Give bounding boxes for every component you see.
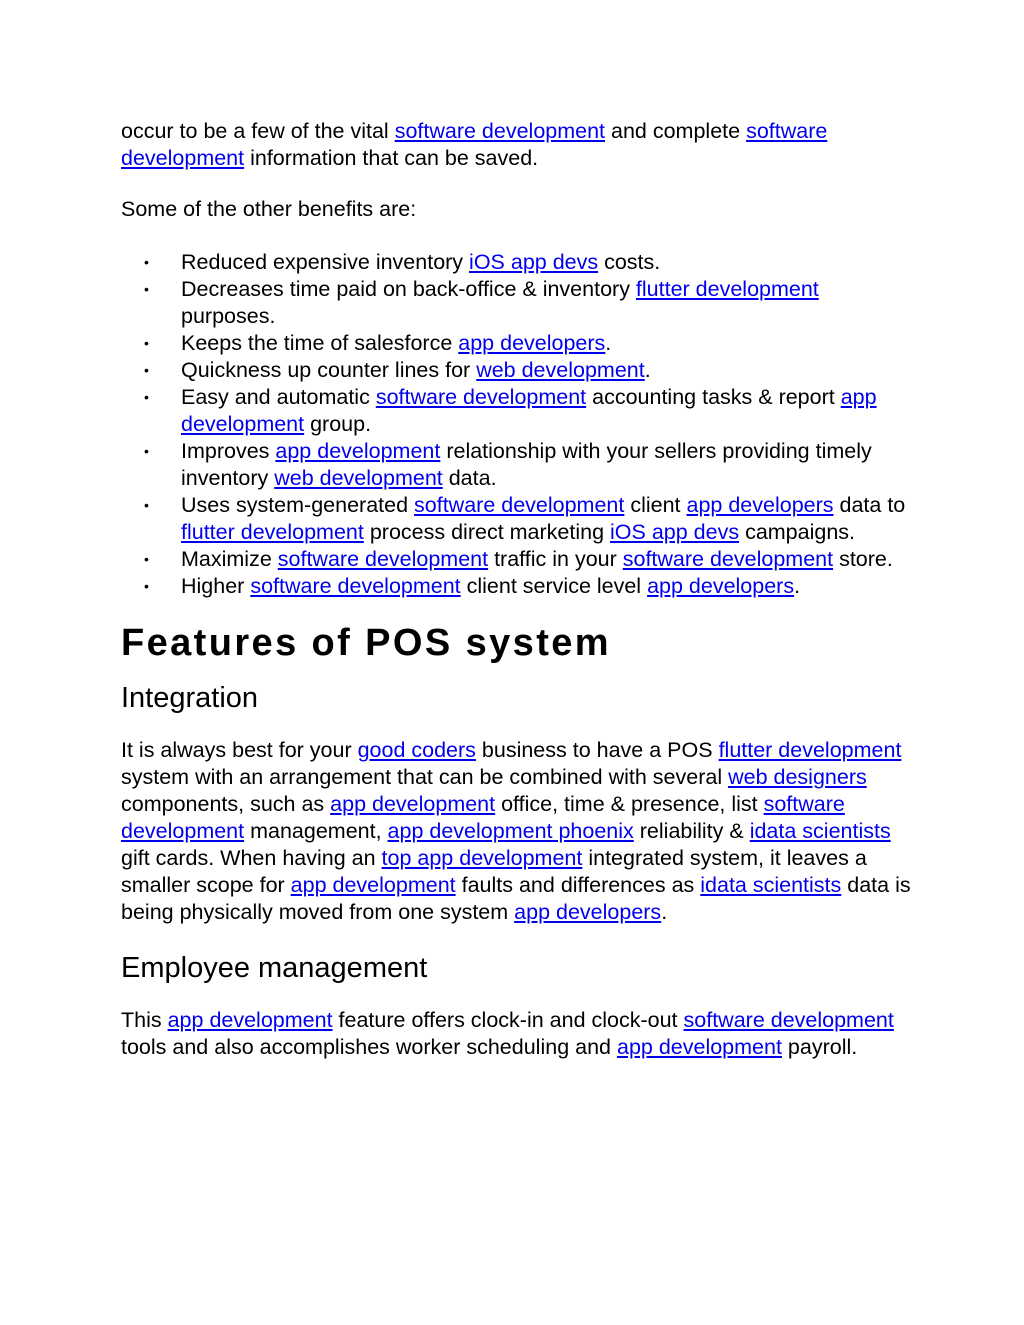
link-app-development[interactable]: app development (290, 873, 456, 897)
employee-paragraph (121, 1007, 911, 1061)
text-run: . (661, 900, 668, 924)
text-run: Higher (181, 574, 251, 598)
link-idata-scientists[interactable]: idata scientists (749, 819, 891, 843)
list-item (144, 330, 911, 357)
bullet-icon: • (144, 335, 149, 351)
text-run: campaigns. (739, 520, 856, 544)
text-run: store. (833, 547, 893, 571)
link-app-developers[interactable]: app developers (686, 493, 834, 517)
link-app-development[interactable]: app development (330, 792, 496, 816)
text-run: Reduced expensive inventory (181, 250, 470, 274)
link-software-development[interactable]: software development (277, 547, 489, 571)
text-run: office, time & presence, list (495, 792, 764, 816)
integration-heading: Integration (121, 682, 259, 714)
text-run: costs. (598, 250, 661, 274)
link-app-development[interactable]: app development (167, 1008, 333, 1032)
link-app-development[interactable]: app development (181, 385, 877, 436)
text-run: Uses system-generated (181, 493, 415, 517)
text-run: gift cards. When having an (121, 846, 382, 870)
text-run: This (121, 1008, 168, 1032)
text-run: management, (244, 819, 388, 843)
text-run: client service level (460, 574, 648, 598)
link-app-developers[interactable]: app developers (647, 574, 795, 598)
text-run: It is always best for your (121, 738, 358, 762)
link-web-development[interactable]: web development (274, 466, 443, 490)
text-run: Quickness up counter lines for (181, 358, 477, 382)
bullet-icon: • (144, 497, 149, 513)
link-web-development[interactable]: web development (476, 358, 645, 382)
link-good-coders[interactable]: good coders (357, 738, 476, 762)
text-run: feature offers clock-in and clock-out (332, 1008, 684, 1032)
text-run: traffic in your (488, 547, 623, 571)
list-item (144, 357, 911, 384)
link-top-app-development[interactable]: top app development (381, 846, 583, 870)
link-web-designers[interactable]: web designers (728, 765, 867, 789)
list-item (144, 438, 911, 492)
link-software-development[interactable]: software development (683, 1008, 894, 1032)
list-item (144, 573, 911, 600)
text-run: business to have a POS (475, 738, 719, 762)
text-run: information that can be saved. (244, 146, 539, 170)
link-software-development[interactable]: software development (121, 792, 845, 843)
text-run: and complete (605, 119, 747, 143)
bullet-icon: • (144, 254, 149, 270)
link-software-development[interactable]: software development (394, 119, 606, 143)
text-run: client (624, 493, 687, 517)
link-flutter-development[interactable]: flutter development (718, 738, 902, 762)
link-app-development[interactable]: app development (275, 439, 441, 463)
link-app-development-phoenix[interactable]: app development phoenix (387, 819, 634, 843)
list-item (144, 276, 911, 330)
text-run: accounting tasks & report (586, 385, 841, 409)
bullet-icon: • (144, 443, 149, 459)
text-run: Decreases time paid on back-office & inventory (181, 277, 636, 301)
text-run: purposes. (181, 304, 276, 328)
text-run: payroll. (781, 1035, 858, 1059)
text-run: Keeps the time of salesforce (181, 331, 459, 355)
link-app-developers[interactable]: app developers (458, 331, 606, 355)
text-run: relationship with your sellers providing timely inventory (181, 439, 872, 490)
text-run: . (605, 331, 612, 355)
link-app-development[interactable]: app development (616, 1035, 782, 1059)
text-run: integrated system, it leaves a smaller scope for (121, 846, 867, 897)
link-app-developers[interactable]: app developers (514, 900, 662, 924)
bullet-icon: • (144, 551, 149, 567)
link-software-development[interactable]: software development (250, 574, 461, 598)
text-run: occur to be a few of the vital (121, 119, 395, 143)
list-item (144, 249, 911, 276)
text-run: faults and differences as (455, 873, 701, 897)
text-run: group. (304, 412, 372, 436)
features-heading: Features of POS system (121, 622, 611, 664)
link-flutter-development[interactable]: flutter development (635, 277, 819, 301)
benefits-list (121, 249, 911, 600)
intro-paragraph (121, 118, 911, 172)
link-software-development[interactable]: software development (622, 547, 834, 571)
text-run: Maximize (181, 547, 278, 571)
bullet-icon: • (144, 389, 149, 405)
link-ios-app-devs[interactable]: iOS app devs (469, 250, 599, 274)
integration-paragraph (121, 737, 911, 926)
text-run: data to (833, 493, 906, 517)
employee-management-heading: Employee management (121, 952, 428, 984)
text-run: process direct marketing (363, 520, 611, 544)
link-software-development[interactable]: software development (414, 493, 625, 517)
document-page (121, 118, 911, 1061)
bullet-icon: • (144, 281, 149, 297)
list-item (144, 492, 911, 546)
text-run: . (794, 574, 801, 598)
link-flutter-development[interactable]: flutter development (181, 520, 364, 544)
text-run: reliability & (633, 819, 750, 843)
text-run: Improves (181, 439, 276, 463)
text-run: components, such as (121, 792, 331, 816)
text-run: system with an arrangement that can be combined with several (121, 765, 729, 789)
list-item (144, 384, 911, 438)
text-run: data is being physically moved from one system (121, 873, 911, 924)
link-software-development[interactable]: software development (375, 385, 587, 409)
bullet-icon: • (144, 578, 149, 594)
text-run: . (644, 358, 651, 382)
benefits-lead: Some of the other benefits are: (121, 197, 417, 221)
link-ios-app-devs[interactable]: iOS app devs (610, 520, 740, 544)
text-run: Easy and automatic (181, 385, 376, 409)
bullet-icon: • (144, 362, 149, 378)
link-software-development[interactable]: software development (121, 119, 828, 170)
text-run: tools and also accomplishes worker scheduling and (121, 1035, 617, 1059)
link-idata-scientists[interactable]: idata scientists (700, 873, 842, 897)
list-item (144, 546, 911, 573)
text-run: data. (442, 466, 497, 490)
